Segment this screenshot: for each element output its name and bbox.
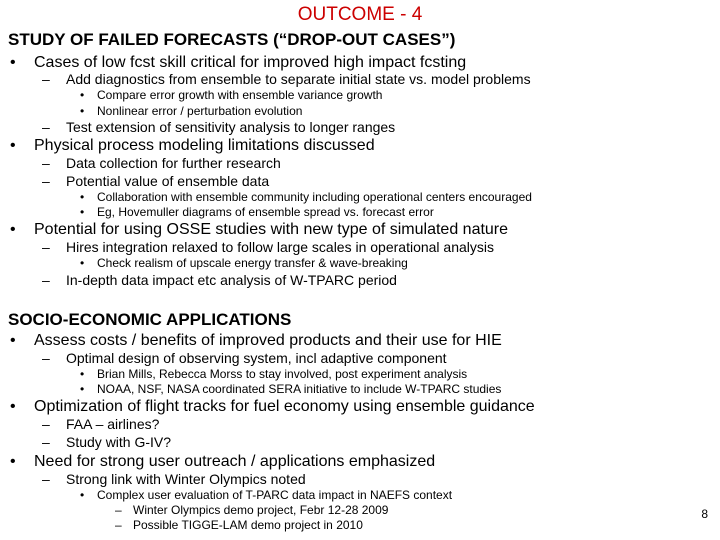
dash-marker: –: [42, 434, 50, 450]
small-bullet-marker: •: [80, 190, 85, 204]
bullet-text: Need for strong user outreach / applications emphasized: [34, 453, 436, 470]
dash-marker: –: [42, 239, 50, 255]
sub-bullet-text: Potential value of ensemble data: [66, 173, 270, 189]
sub-bullet-text: Test extension of sensitivity analysis to longer ranges: [66, 119, 396, 135]
dash-marker: –: [42, 71, 50, 87]
detail-text: Eg, Hovemuller diagrams of ensemble spread vs. forecast error: [97, 205, 434, 219]
dash-marker: –: [42, 272, 50, 288]
bullet-marker: •: [10, 453, 16, 470]
sub-bullet-text: FAA – airlines?: [66, 416, 160, 432]
bullet-text: Physical process modeling limitations discussed: [34, 137, 375, 154]
section-heading-failed-forecasts: STUDY OF FAILED FORECASTS (“DROP-OUT CASES”): [8, 30, 456, 49]
slide-title: OUTCOME - 4: [297, 4, 423, 25]
sub-bullet-text: Strong link with Winter Olympics noted: [66, 471, 306, 487]
detail-text: NOAA, NSF, NASA coordinated SERA initiative to include W-TPARC studies: [97, 382, 502, 396]
bullet-marker: •: [10, 54, 16, 71]
dash-marker: –: [115, 503, 122, 517]
dash-marker: –: [42, 471, 50, 487]
section-heading-socio-economic: SOCIO-ECONOMIC APPLICATIONS: [8, 310, 292, 329]
detail-text: Check realism of upscale energy transfer & wave-breaking: [97, 256, 408, 270]
small-bullet-marker: •: [80, 382, 85, 396]
bullet-marker: •: [10, 221, 16, 238]
dash-marker: –: [115, 518, 122, 532]
bullet-text: Cases of low fcst skill critical for improved high impact fcsting: [34, 54, 467, 71]
sub-bullet-text: Add diagnostics from ensemble to separate initial state vs. model problems: [66, 71, 531, 87]
sub-bullet-text: Hires integration relaxed to follow large scales in operational analysis: [66, 239, 495, 255]
small-bullet-marker: •: [80, 205, 85, 219]
sub-bullet-text: Optimal design of observing system, incl adaptive component: [66, 350, 447, 366]
dash-marker: –: [42, 173, 50, 189]
bullet-text: Optimization of flight tracks for fuel economy using ensemble guidance: [34, 398, 535, 415]
small-bullet-marker: •: [80, 256, 85, 270]
dash-marker: –: [42, 416, 50, 432]
small-bullet-marker: •: [80, 88, 85, 102]
sub-bullet-text: Study with G-IV?: [66, 434, 172, 450]
dash-marker: –: [42, 155, 50, 171]
small-bullet-marker: •: [80, 488, 85, 502]
small-bullet-marker: •: [80, 104, 85, 118]
detail-text: Collaboration with ensemble community including operational centers encouraged: [97, 190, 532, 204]
sub-bullet-text: Data collection for further research: [66, 155, 281, 171]
detail-subitem-text: Possible TIGGE-LAM demo project in 2010: [133, 518, 363, 532]
detail-subitem-text: Winter Olympics demo project, Febr 12-28 2009: [133, 503, 389, 517]
bullet-marker: •: [10, 398, 16, 415]
dash-marker: –: [42, 119, 50, 135]
detail-text: Compare error growth with ensemble variance growth: [97, 88, 383, 102]
sub-bullet-text: In-depth data impact etc analysis of W-TPARC period: [66, 272, 397, 288]
page-number: 8: [701, 507, 708, 521]
bullet-marker: •: [10, 332, 16, 349]
bullet-text: Assess costs / benefits of improved products and their use for HIE: [34, 332, 502, 349]
bullet-marker: •: [10, 137, 16, 154]
detail-text: Brian Mills, Rebecca Morss to stay involved, post experiment analysis: [97, 367, 468, 381]
bullet-text: Potential for using OSSE studies with new type of simulated nature: [34, 221, 509, 238]
detail-text: Complex user evaluation of T-PARC data impact in NAEFS context: [97, 488, 453, 502]
dash-marker: –: [42, 350, 50, 366]
small-bullet-marker: •: [80, 367, 85, 381]
detail-text: Nonlinear error / perturbation evolution: [97, 104, 303, 118]
